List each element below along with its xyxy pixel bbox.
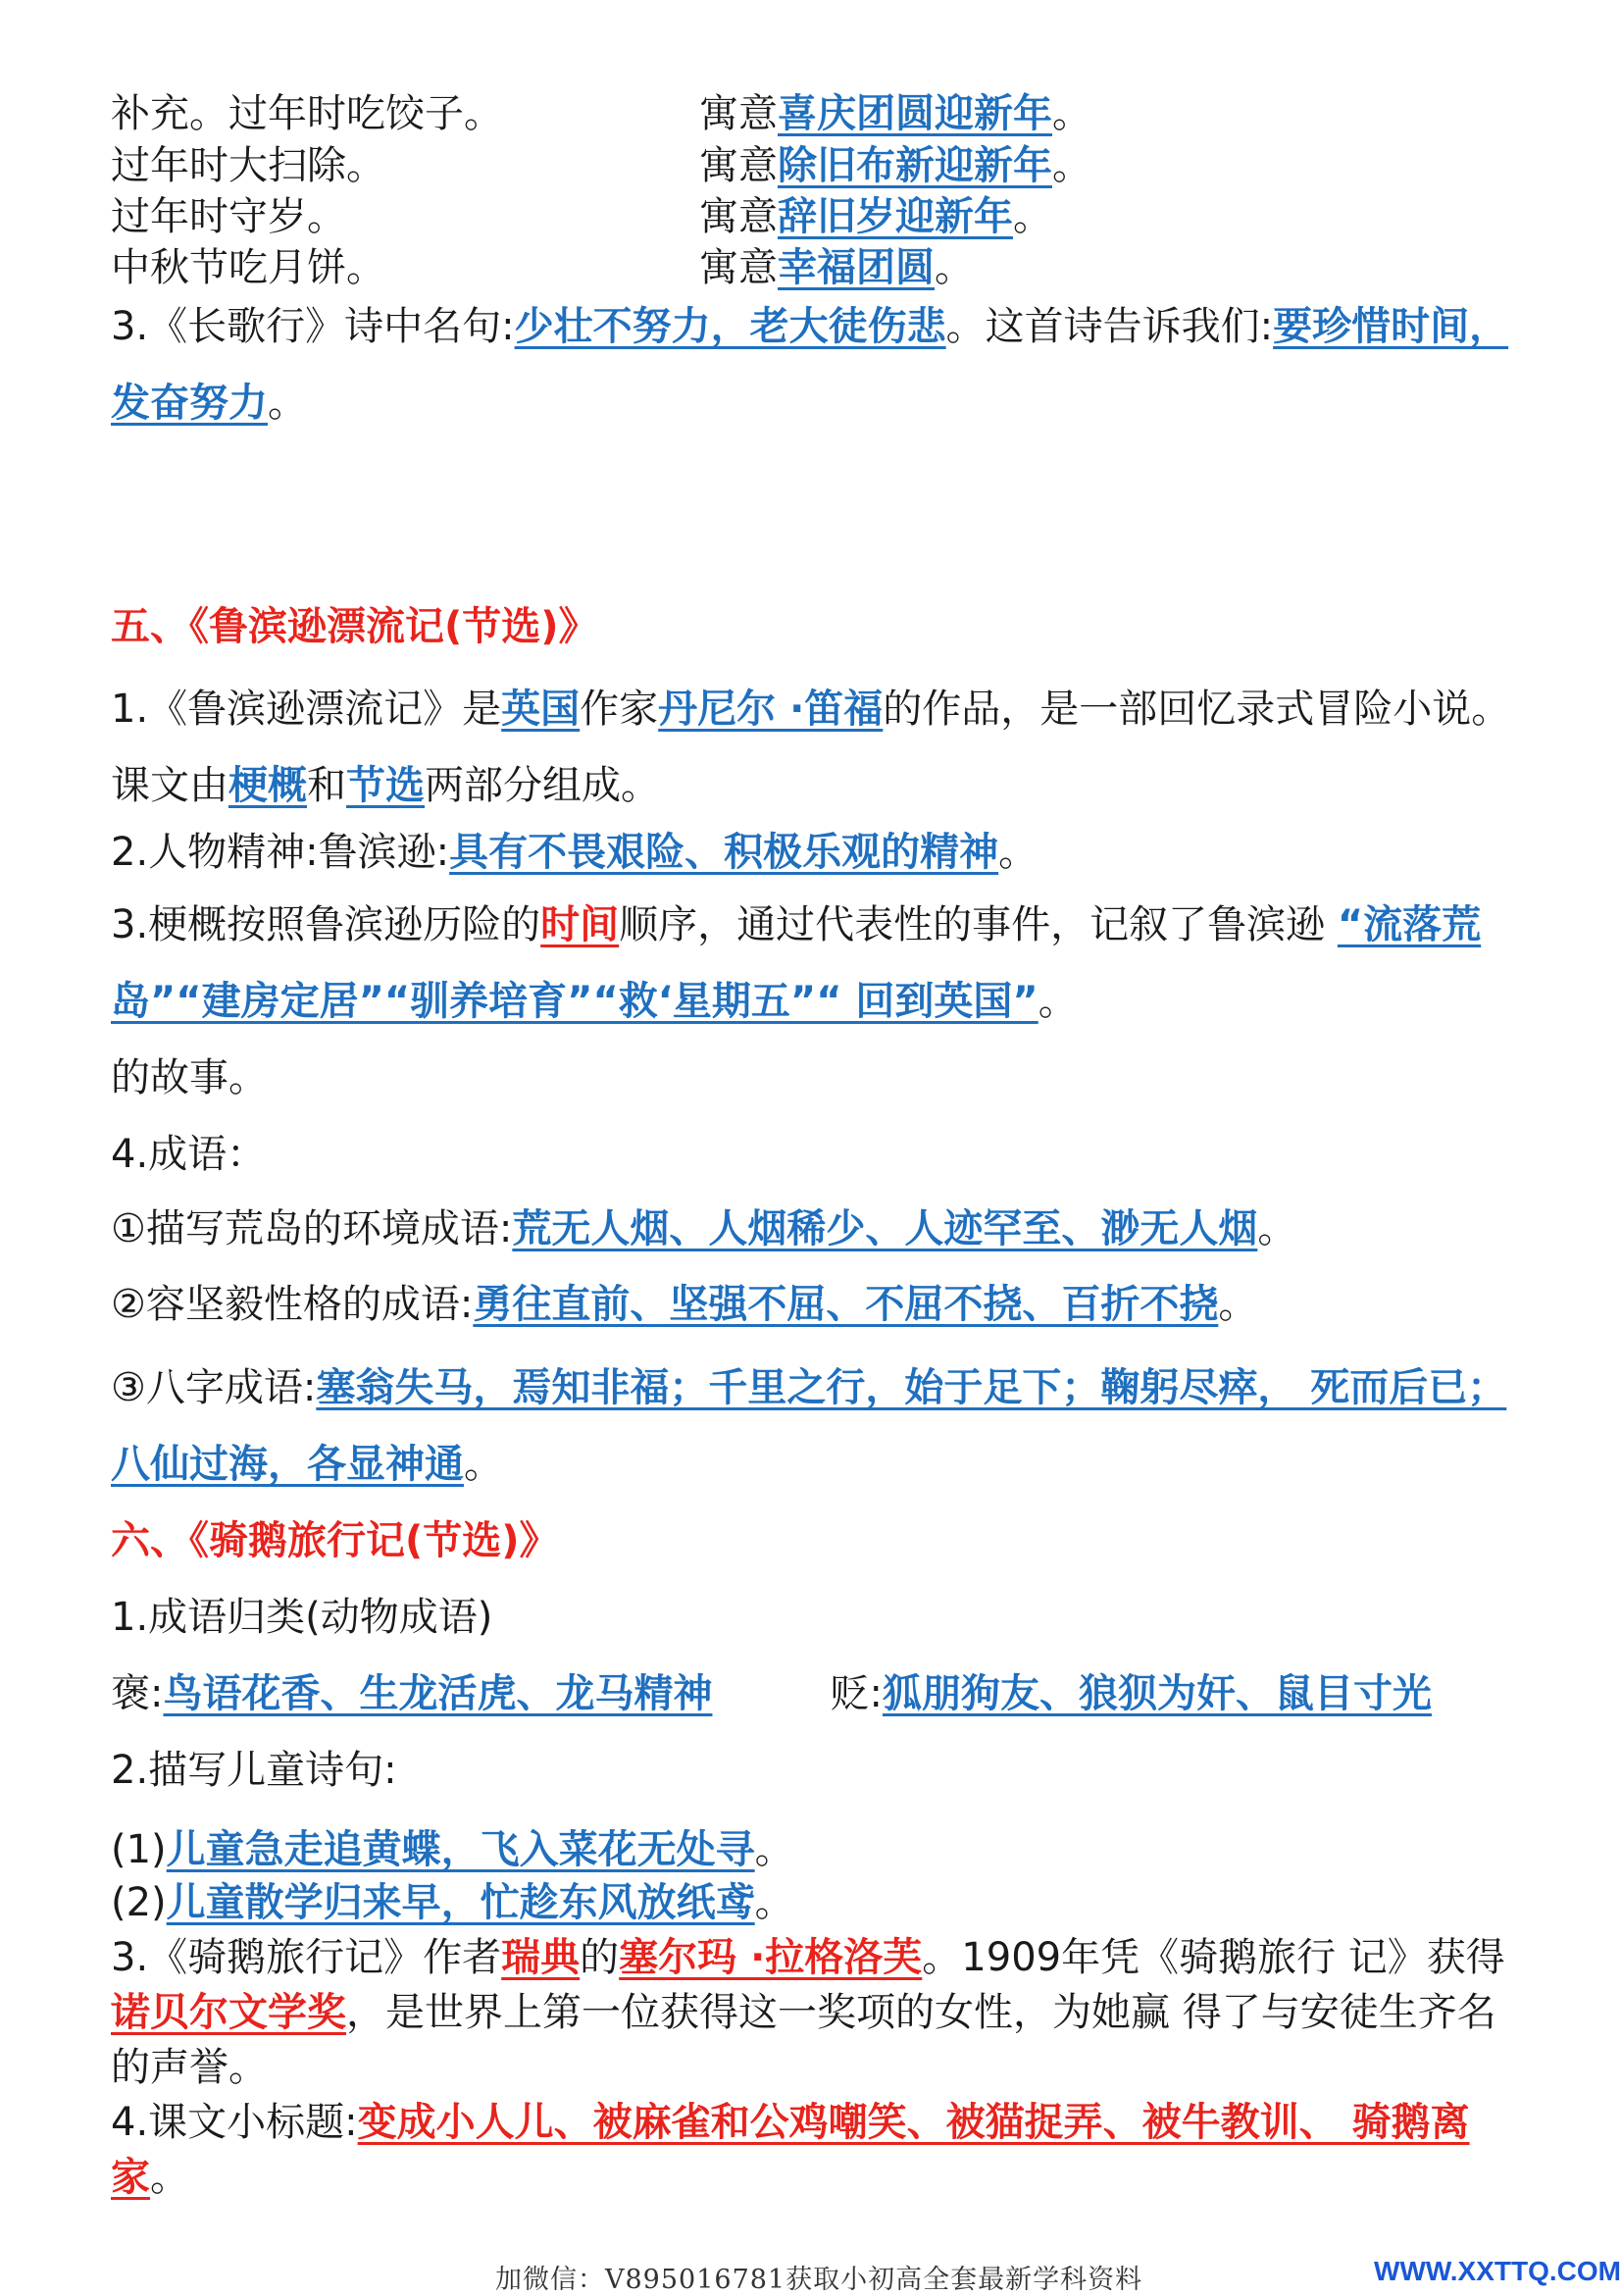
children-poems-title: 2.描写儿童诗句: [111, 1748, 397, 1793]
answer: 少壮不努力，老大徒伤悲 [514, 304, 946, 349]
row-question: 补充。过年时吃饺子。 [111, 91, 503, 136]
answer: 节选 [346, 763, 425, 808]
answer: 英国 [501, 687, 581, 732]
answer: 丹尼尔 ·笛福 [658, 687, 884, 732]
answer: “流落荒岛”“建房定居”“驯养培育”“救‘星期五”“ 回到英国” [111, 902, 1482, 1024]
section-heading-6: 六、《骑鹅旅行记(节选)》 [111, 1518, 559, 1563]
nils-subtitles: 4.课文小标题:变成小人儿、被麻雀和公鸡嘲笑、被猫捉弄、被牛教训、 骑鹅离家。 [111, 2100, 1470, 2200]
children-poem-2: (2)儿童散学归来早，忙趁东风放纸鸢。 [111, 1880, 794, 1925]
nils-author-paragraph: 3.《骑鹅旅行记》作者瑞典的塞尔玛 ·拉格洛芙。1909年凭《骑鹅旅行 记》获得诺贝尔文学奖，是世界上第一位获得这一奖项的女性，为她赢 得了与安徒生齐名的声誉。 [111, 1935, 1505, 2090]
answer: 喜庆团圆迎新年 [778, 91, 1052, 136]
row-meaning: 寓意辞旧岁迎新年。 [699, 194, 1052, 239]
answer: 要珍惜时间，发奋努力 [111, 304, 1509, 426]
answer: 荒无人烟、人烟稀少、人迹罕至、渺无人烟 [512, 1206, 1258, 1251]
answer: 具有不畏艰险、积极乐观的精神 [449, 830, 999, 875]
answer: 时间 [540, 902, 620, 947]
answer: 狐朋狗友、狼狈为奸、鼠目寸光 [882, 1671, 1432, 1716]
answer: 变成小人儿、被麻雀和公鸡嘲笑、被猫捉弄、被牛教训、 骑鹅离家 [111, 2100, 1470, 2200]
idioms-title: 4.成语： [111, 1132, 267, 1177]
answer: 幸福团圆 [778, 245, 935, 290]
animal-idioms [111, 1663, 1511, 1724]
praise-idioms: 褒:鸟语花香、生龙活虎、龙马精神 [111, 1671, 713, 1716]
footer [0, 2256, 1621, 2294]
answer: 勇往直前、坚强不屈、不屈不挠、百折不挠 [473, 1282, 1219, 1327]
robinson-spirit: 2.人物精神:鲁滨逊:具有不畏艰险、积极乐观的精神。 [111, 830, 1038, 875]
footer-text: 加微信：V895016781获取小初高全套最新学科资料 [495, 2265, 1143, 2295]
answer: 儿童急走追黄蝶，飞入菜花无处寻 [166, 1827, 755, 1872]
idioms-environment: ①描写荒岛的环境成语:荒无人烟、人烟稀少、人迹罕至、渺无人烟。 [111, 1206, 1297, 1251]
answer: 瑞典 [501, 1935, 581, 1980]
idioms-eight-char: ③八字成语:塞翁失马，焉知非福；千里之行，始于足下；鞠躬尽瘁， 死而后已；八仙过海，各显神通。 [111, 1365, 1507, 1487]
idioms-character: ②容坚毅性格的成语:勇往直前、坚强不屈、不屈不挠、百折不挠。 [111, 1282, 1258, 1327]
answer: 辞旧岁迎新年 [778, 194, 1013, 239]
answer: 梗概 [228, 763, 307, 808]
row-question: 中秋节吃月饼。 [111, 245, 385, 290]
blame-idioms: 贬:狐朋狗友、狼狈为奸、鼠目寸光 [830, 1671, 1432, 1716]
answer: 塞尔玛 ·拉格洛芙 [619, 1935, 923, 1980]
robinson-summary-end: 的故事。 [111, 1055, 268, 1100]
animal-idioms-title: 1.成语归类(动物成语) [111, 1595, 493, 1640]
row-question: 过年时大扫除。 [111, 143, 385, 188]
answer: 塞翁失马，焉知非福；千里之行，始于足下；鞠躬尽瘁， 死而后已；八仙过海，各显神通 [111, 1365, 1507, 1487]
robinson-author-paragraph: 1.《鲁滨逊漂流记》是英国作家丹尼尔 ·笛福的作品，是一部回忆录式冒险小说。课文由梗概和节选两部分组成。 [111, 687, 1511, 808]
poem-paragraph: 3.《长歌行》诗中名句:少壮不努力，老大徒伤悲。这首诗告诉我们:要珍惜时间，发奋努力。 [111, 304, 1509, 426]
answer: 儿童散学归来早，忙趁东风放纸鸢 [166, 1880, 755, 1925]
children-poem-1: (1)儿童急走追黄蝶，飞入菜花无处寻。 [111, 1827, 794, 1872]
row-question: 过年时守岁。 [111, 194, 346, 239]
robinson-summary: 3.梗概按照鲁滨逊历险的时间顺序，通过代表性的事件，记叙了鲁滨逊 “流落荒岛”“建房定居”“驯养培育”“救‘星期五”“ 回到英国”。 [111, 902, 1482, 1024]
footer-site-link[interactable]: WWW.XXTTQ.COM [1374, 2256, 1621, 2286]
row-meaning: 寓意除旧布新迎新年。 [699, 143, 1091, 188]
row-meaning: 寓意喜庆团圆迎新年。 [699, 91, 1091, 136]
row-meaning: 寓意幸福团圆。 [699, 245, 974, 290]
answer: 鸟语花香、生龙活虎、龙马精神 [163, 1671, 713, 1716]
section-heading-5: 五、《鲁滨逊漂流记(节选)》 [111, 604, 598, 649]
answer: 诺贝尔文学奖 [111, 1990, 346, 2035]
answer: 除旧布新迎新年 [778, 143, 1052, 188]
